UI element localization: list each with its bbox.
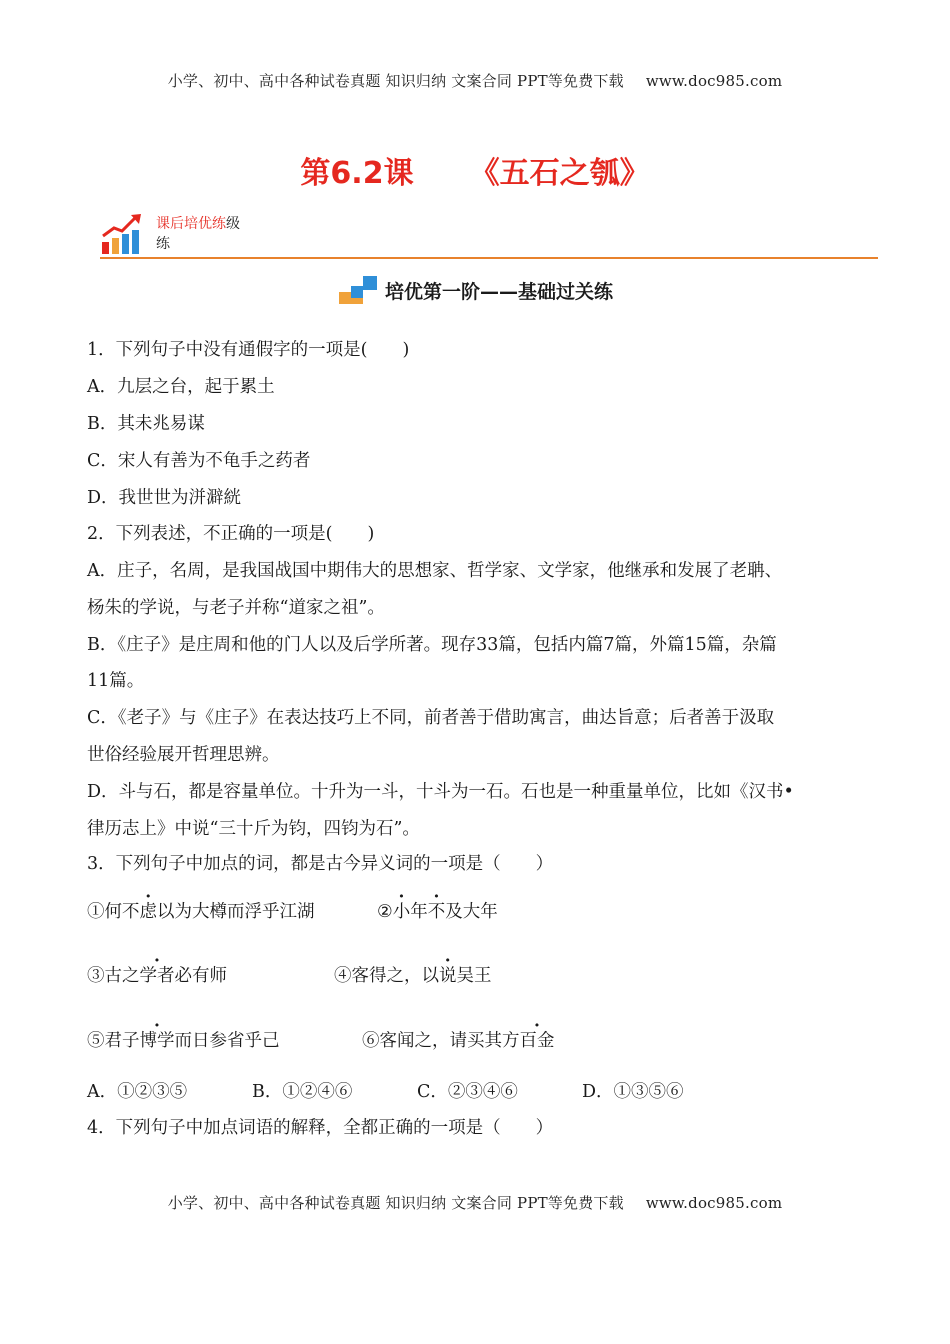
q3-item-5-text: ⑤君子: [87, 1031, 140, 1051]
q3-item-3-text-end: 必有师: [174, 966, 227, 986]
q3-item-1-text-end: 以为大樽而浮乎江湖: [157, 902, 315, 922]
lesson-title: [0, 148, 950, 192]
page-header: [0, 70, 950, 91]
q1-stem: 1．下列句子中没有通假字的一项是( ): [87, 340, 410, 360]
q3-option-d: D．①③⑤⑥: [582, 1082, 684, 1102]
dotted-word: 学者: [139, 966, 175, 986]
banner-black-text-1: 级: [226, 216, 240, 232]
q2-option-b-line1: B．《庄子》是庄周和他的门人以及后学所著。现存33篇，包括内篇7篇，外篇15篇，杂篇: [87, 635, 777, 655]
banner-black-text-2: 练: [156, 236, 170, 252]
q3-item-1: [87, 898, 315, 923]
dotted-word: 不: [427, 902, 446, 922]
q3-option-a: A．①②③⑤: [87, 1082, 188, 1102]
q3-item-4: [334, 962, 492, 987]
q3-item-2: [377, 898, 498, 923]
dotted-word: 博学: [139, 1031, 175, 1051]
lesson-number: 第6.2课: [300, 156, 414, 191]
stairs-blocks-icon: [337, 274, 379, 306]
practice-banner: [100, 208, 878, 260]
q3-option-b: B．①②④⑥: [252, 1082, 353, 1102]
q3-item-4-text-end: 吴王: [456, 966, 492, 986]
q2-option-d-line1: D．斗与石，都是容量单位。十升为一斗，十斗为一石。石也是一种重量单位，比如《汉书•: [87, 782, 794, 802]
q3-item-6-text: ⑥客闻之，请买其方: [362, 1031, 520, 1051]
q3-item-4-text: ④客得之，以: [334, 966, 439, 986]
q2-option-c-line2: 世俗经验展开哲理思辨。: [87, 745, 280, 765]
q2-option-d-line2: 律历志上》中说“三十斤为钧，四钧为石”。: [87, 819, 420, 839]
page-footer: [0, 1192, 950, 1213]
q3-item-2-text-end: 及大年: [445, 902, 498, 922]
dotted-word: 虑: [139, 902, 157, 922]
q2-option-a-line1: A．庄子，名周，是我国战国中期伟大的思想家、哲学家、文学家，他继承和发展了老聃、: [87, 561, 783, 581]
q3-item-3: [87, 962, 227, 987]
q3-item-5-text-end: 而日参省乎己: [174, 1031, 280, 1051]
dotted-word: 说: [439, 966, 457, 986]
header-text: 小学、初中、高中各种试卷真题 知识归纳 文案合同 PPT等免费下载: [167, 72, 624, 90]
header-site[interactable]: www.doc985.com: [645, 72, 783, 90]
banner-red-text: 课后培优练: [156, 216, 226, 232]
q1-option-a: A．九层之台，起于累土: [87, 377, 275, 397]
q1-option-c: C．宋人有善为不龟手之药者: [87, 451, 311, 471]
q3-item-2-text-mid: 年: [410, 902, 428, 922]
q2-option-c-line1: C．《老子》与《庄子》在表达技巧上不同，前者善于借助寓言，曲达旨意；后者善于汲取: [87, 708, 775, 728]
q2-option-a-line2: 杨朱的学说，与老子并称“道家之祖”。: [87, 598, 385, 618]
dotted-word: 小: [392, 902, 411, 922]
section-title: 培优第一阶——基础过关练: [384, 280, 613, 303]
banner-label: [156, 214, 266, 254]
q1-option-b: B．其未兆易谋: [87, 414, 205, 434]
q4-stem: 4．下列句子中加点词语的解释，全都正确的一项是（ ）: [87, 1118, 554, 1138]
dotted-word: 百金: [519, 1031, 555, 1051]
banner-divider: [100, 257, 878, 259]
footer-site[interactable]: www.doc985.com: [645, 1194, 783, 1212]
footer-text: 小学、初中、高中各种试卷真题 知识归纳 文案合同 PPT等免费下载: [167, 1194, 624, 1212]
section-heading: [0, 274, 950, 310]
lesson-name: 《五石之瓠》: [469, 156, 650, 191]
q3-item-5: [87, 1027, 280, 1052]
q2-stem: 2．下列表述，不正确的一项是( ): [87, 524, 375, 544]
q3-item-1-text: ①何不: [87, 902, 140, 922]
q3-item-3-text: ③古之: [87, 966, 140, 986]
q3-stem: 3．下列句子中加点的词，都是古今异义词的一项是（ ）: [87, 854, 554, 874]
q3-option-c: C．②③④⑥: [417, 1082, 518, 1102]
bar-chart-growth-icon: [100, 212, 144, 256]
q3-item-2-text: ②: [377, 902, 393, 922]
q3-item-6: [362, 1027, 555, 1052]
q1-option-d: D．我世世为洴澼絖: [87, 488, 242, 508]
q2-option-b-line2: 11篇。: [87, 671, 145, 691]
